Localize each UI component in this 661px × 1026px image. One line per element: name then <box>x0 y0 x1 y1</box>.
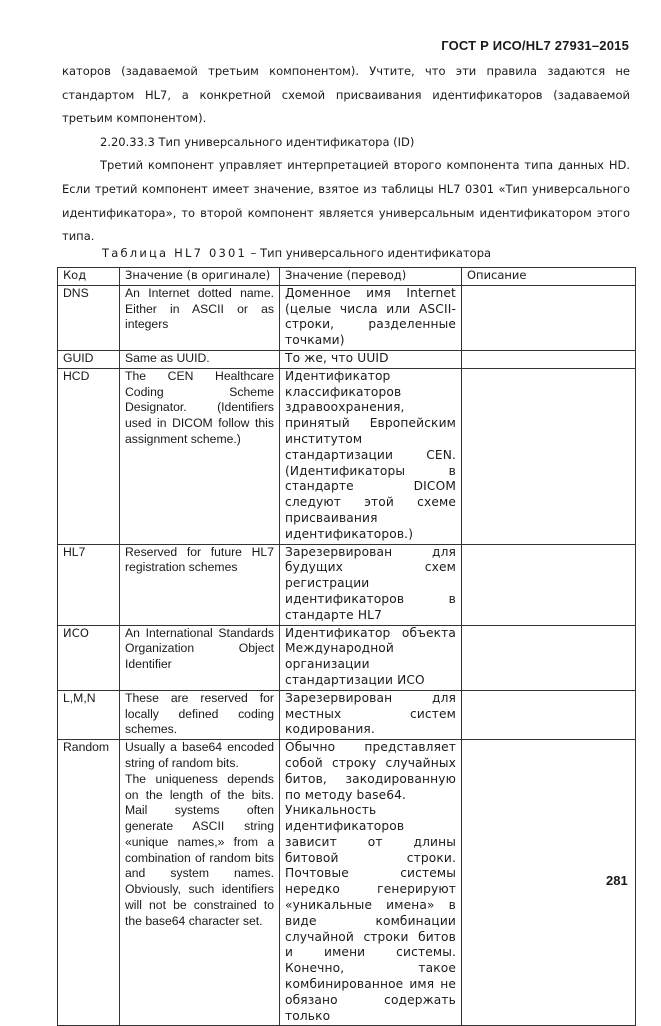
cell-code: HL7 <box>58 544 120 625</box>
cell-translated-value <box>280 625 462 690</box>
cell-code: DNS <box>58 285 120 350</box>
cell-original-value <box>120 368 280 544</box>
cell-text-line: Usually a base64 encoded string of random bits. <box>125 740 274 770</box>
cell-original-value <box>120 740 280 1026</box>
cell-description <box>462 368 636 544</box>
cell-code: GUID <box>58 350 120 368</box>
cell-code: L,M,N <box>58 690 120 739</box>
section-heading: 2.20.33.3 Тип универсального идентификатора (ID) <box>100 134 415 149</box>
paragraph-2: Третий компонент управляет интерпретацией второго компонента типа данных HD. Если третий компонент имеет значение, взятое из таблицы HL7 0301 «Тип универсального идентификатора», то второй компонент является универсальным идентификатором этого типа. <box>62 158 630 244</box>
document-header: ГОСТ Р ИСО/HL7 27931–2015 <box>441 38 629 53</box>
table-row <box>58 625 636 690</box>
table-row <box>58 690 636 739</box>
cell-text-line: The uniqueness depends on the length of the bits. Mail systems often generate ASCII string «unique names,» from a combination of random bits and system names. Obviously, such identifiers will not be constrained to the base64 character set. <box>125 771 274 928</box>
cell-original-value <box>120 544 280 625</box>
table-row <box>58 544 636 625</box>
cell-code: Random <box>58 740 120 1026</box>
cell-description <box>462 285 636 350</box>
cell-translated-value <box>280 690 462 739</box>
identifier-table <box>57 267 636 1026</box>
cell-original-value <box>120 690 280 739</box>
cell-description <box>462 544 636 625</box>
cell-text-line: Same as UUID. <box>125 350 210 365</box>
column-header-original: Значение (в оригинале) <box>120 268 280 286</box>
cell-translated-value <box>280 368 462 544</box>
cell-code: ИСО <box>58 625 120 690</box>
table-row <box>58 350 636 368</box>
cell-original-value <box>120 625 280 690</box>
table-row <box>58 285 636 350</box>
cell-text-line: These are reserved for locally defined coding schemes. <box>125 690 274 737</box>
column-header-code: Код <box>58 268 120 286</box>
cell-original-value <box>120 285 280 350</box>
cell-translated-value <box>280 544 462 625</box>
cell-original-value <box>120 350 280 368</box>
cell-description <box>462 690 636 739</box>
table-caption-label: Таблица HL7 0301 <box>102 246 248 260</box>
table-row <box>58 368 636 544</box>
cell-description <box>462 350 636 368</box>
cell-text-line: Зарезервирован для местных систем кодирования. <box>285 690 456 737</box>
cell-text-line: Уникальность идентификаторов зависит от длины битовой строки. Почтовые системы нередко генерируют «уникальные имена» в виде комбинации случайной строки битов и имени системы. Конечно, такое комбинированное имя не обязано содержать только <box>285 803 456 1023</box>
cell-description <box>462 625 636 690</box>
cell-text-line: Идентификатор объекта Международной организации стандартизации ИСО <box>285 625 456 687</box>
cell-text-line: То же, что UUID <box>285 350 389 365</box>
paragraph-1: каторов (задаваемой третьим компонентом). Учтите, что эти правила задаются не стандартом HL7, а конкретной схемой присваивания идентификаторов (задаваемой третьим компонентом). <box>62 64 630 126</box>
table-row <box>58 740 636 1026</box>
column-header-description: Описание <box>462 268 636 286</box>
cell-text-line: Зарезервирован для будущих схем регистрации идентификаторов в стандарте HL7 <box>285 544 456 622</box>
cell-text-line: An International Standards Organization Object Identifier <box>125 625 274 672</box>
cell-text-line: Reserved for future HL7 registration schemes <box>125 544 274 575</box>
table-header-row <box>58 268 636 286</box>
body-text <box>62 60 630 249</box>
cell-code: HCD <box>58 368 120 544</box>
column-header-translation: Значение (перевод) <box>280 268 462 286</box>
cell-translated-value <box>280 285 462 350</box>
cell-text-line: Доменное имя Internet (целые числа или ASCII-строки, разделенные точками) <box>285 285 456 348</box>
cell-translated-value <box>280 740 462 1026</box>
cell-text-line: The CEN Healthcare Coding Scheme Designator. (Identifiers used in DICOM follow this assignment scheme.) <box>125 368 274 446</box>
cell-text-line: Идентификатор классификаторов здравоохранения, принятый Европейским институтом стандартизации CEN. (Идентификаторы в стандарте DICOM следуют этой схеме присваивания идентификаторов.) <box>285 368 456 541</box>
table-caption <box>102 246 491 260</box>
table-body <box>58 285 636 1026</box>
page-number: 281 <box>606 873 628 888</box>
table-caption-title: – Тип универсального идентификатора <box>247 246 492 260</box>
cell-translated-value <box>280 350 462 368</box>
cell-text-line: An Internet dotted name. Either in ASCII or as integers <box>125 285 274 332</box>
cell-text-line: Обычно представляет собой строку случайных битов, закодированную по методу base64. <box>285 740 456 802</box>
